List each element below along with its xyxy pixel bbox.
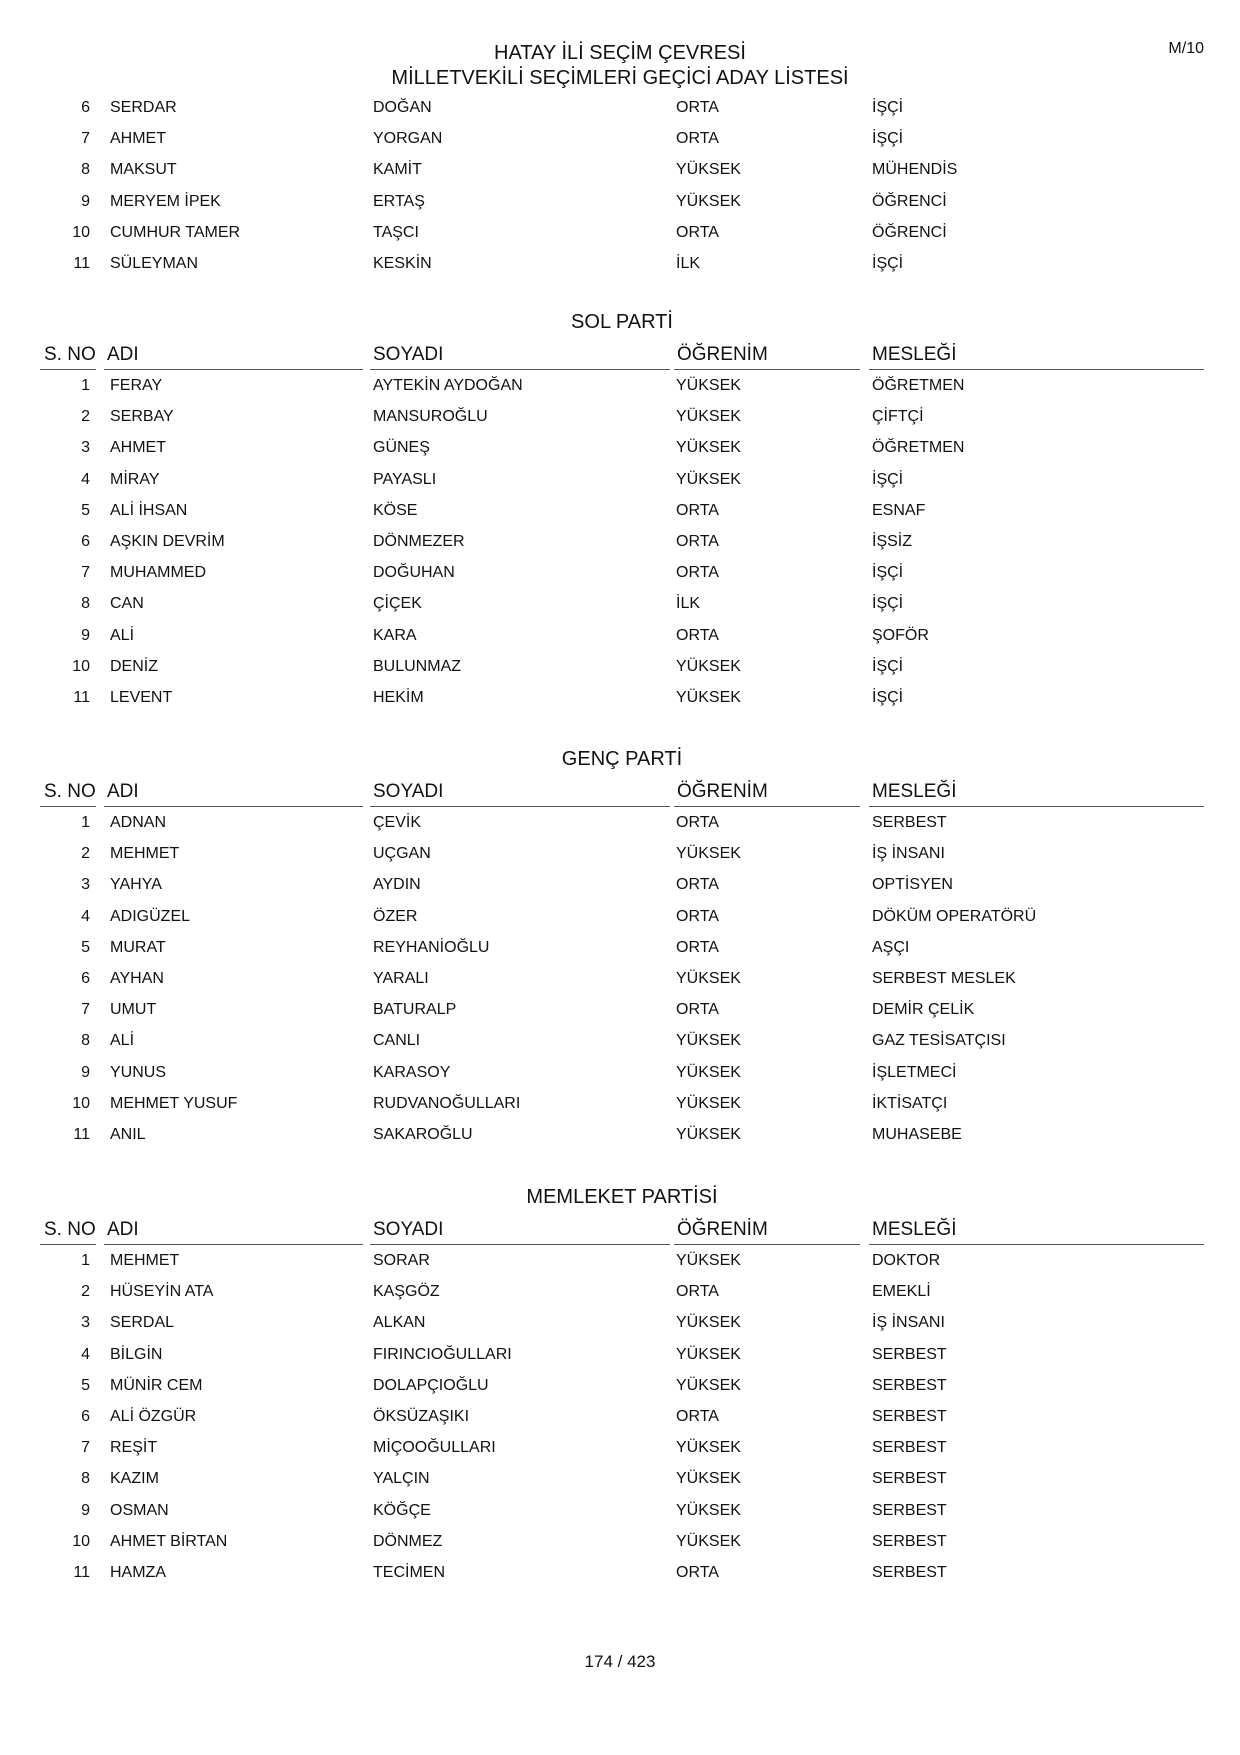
candidate-surname: YARALI xyxy=(373,969,429,987)
candidate-profession: İŞÇİ xyxy=(872,470,904,488)
row-number: 8 xyxy=(81,1470,90,1488)
candidate-profession: İŞLETMECİ xyxy=(872,1063,957,1081)
candidate-profession: MÜHENDİS xyxy=(872,161,958,179)
candidate-surname: ALKAN xyxy=(373,1314,426,1332)
row-number: 6 xyxy=(81,1407,90,1425)
candidate-name: AŞKIN DEVRİM xyxy=(110,532,225,550)
candidate-name: MEHMET xyxy=(110,1252,180,1269)
candidate-name: AYHAN xyxy=(110,969,164,987)
row-number: 10 xyxy=(72,657,90,675)
candidate-surname: GÜNEŞ xyxy=(373,439,430,457)
candidate-surname: ÖZER xyxy=(373,907,418,925)
row-number: 4 xyxy=(81,907,90,925)
candidate-surname: MANSUROĞLU xyxy=(373,408,488,426)
table-row xyxy=(40,1401,1204,1432)
candidate-surname: DÖNMEZ xyxy=(373,1532,443,1550)
candidate-education: ORTA xyxy=(676,564,719,582)
table-row xyxy=(40,1463,1204,1494)
candidate-name: ALİ xyxy=(110,626,135,644)
column-header-surname: SOYADI xyxy=(370,781,670,807)
candidate-profession: İŞÇİ xyxy=(872,254,904,272)
candidate-education: YÜKSEK xyxy=(676,1252,741,1269)
row-number: 10 xyxy=(72,1094,90,1112)
continued-table xyxy=(40,92,1204,279)
candidate-education: YÜKSEK xyxy=(676,1532,741,1550)
table-row xyxy=(40,620,1204,651)
candidate-name: CUMHUR TAMER xyxy=(110,223,241,241)
candidate-name: SERBAY xyxy=(110,408,174,426)
candidate-education: YÜKSEK xyxy=(676,192,741,210)
candidate-education: İLK xyxy=(676,595,701,613)
candidate-surname: KÖSE xyxy=(373,501,418,519)
form-code: M/10 xyxy=(1168,40,1204,57)
table-row xyxy=(40,123,1204,154)
candidate-education: ORTA xyxy=(676,1283,719,1301)
candidate-profession: DEMİR ÇELİK xyxy=(872,1001,975,1019)
table-row xyxy=(40,248,1204,279)
candidate-name: LEVENT xyxy=(110,688,173,706)
table-row xyxy=(40,217,1204,248)
candidate-name: ALİ ÖZGÜR xyxy=(110,1407,197,1425)
row-number: 9 xyxy=(81,192,90,210)
row-number: 2 xyxy=(81,408,90,426)
column-header-surname: SOYADI xyxy=(370,1219,670,1245)
candidate-surname: ÇİÇEK xyxy=(373,595,422,613)
table-row xyxy=(40,932,1204,963)
candidate-name: AHMET BİRTAN xyxy=(110,1532,228,1550)
candidate-name: ALİ İHSAN xyxy=(110,501,188,519)
table-row xyxy=(40,963,1204,994)
candidate-surname: BATURALP xyxy=(373,1001,457,1019)
candidate-profession: İŞÇİ xyxy=(872,99,904,116)
table-row xyxy=(40,154,1204,185)
row-number: 3 xyxy=(81,876,90,894)
candidate-profession: İŞÇİ xyxy=(872,595,904,613)
table-row xyxy=(40,1057,1204,1088)
row-number: 8 xyxy=(81,595,90,613)
row-number: 8 xyxy=(81,1032,90,1050)
candidate-education: YÜKSEK xyxy=(676,969,741,987)
row-number: 11 xyxy=(73,688,90,706)
candidate-profession: SERBEST xyxy=(872,1501,947,1519)
candidate-surname: PAYASLI xyxy=(373,470,437,488)
table-row xyxy=(40,432,1204,463)
candidate-education: İLK xyxy=(676,254,701,272)
candidate-profession: SERBEST xyxy=(872,1470,947,1488)
party-section xyxy=(40,304,1204,713)
candidate-profession: İŞ İNSANI xyxy=(872,845,945,863)
candidate-surname: REYHANİOĞLU xyxy=(373,938,490,956)
candidate-education: YÜKSEK xyxy=(676,439,741,457)
row-number: 10 xyxy=(72,223,90,241)
column-header-no: S. NO xyxy=(40,1219,96,1245)
candidate-name: HAMZA xyxy=(110,1563,166,1581)
candidate-profession: SERBEST xyxy=(872,1532,947,1550)
candidate-surname: YORGAN xyxy=(373,130,443,148)
candidate-name: MERYEM İPEK xyxy=(110,192,221,210)
row-number: 2 xyxy=(81,1283,90,1301)
candidate-profession: SERBEST MESLEK xyxy=(872,969,1016,987)
candidate-education: YÜKSEK xyxy=(676,1094,741,1112)
row-number: 9 xyxy=(81,626,90,644)
document-title: HATAY İLİ SEÇİM ÇEVRESİ xyxy=(494,42,746,64)
candidate-name: ADIGÜZEL xyxy=(110,907,191,925)
column-header-name: ADI xyxy=(104,781,363,807)
candidate-education: ORTA xyxy=(676,99,719,116)
row-number: 1 xyxy=(81,1252,90,1269)
candidate-name: YAHYA xyxy=(110,876,162,894)
candidate-education: ORTA xyxy=(676,814,719,831)
candidate-surname: TAŞCI xyxy=(373,223,419,241)
candidate-education: ORTA xyxy=(676,1407,719,1425)
candidate-profession: İŞÇİ xyxy=(872,657,904,675)
candidate-name: ADNAN xyxy=(110,814,167,831)
table-row xyxy=(40,464,1204,495)
candidate-surname: KAŞGÖZ xyxy=(373,1283,440,1301)
candidate-name: SERDAL xyxy=(110,1314,175,1332)
row-number: 6 xyxy=(81,532,90,550)
row-number: 6 xyxy=(81,969,90,987)
candidate-surname: SORAR xyxy=(373,1252,430,1269)
table-header xyxy=(40,777,1204,807)
candidate-education: YÜKSEK xyxy=(676,377,741,394)
candidate-education: YÜKSEK xyxy=(676,1314,741,1332)
candidate-name: REŞİT xyxy=(110,1439,158,1457)
column-header-profession: MESLEĞİ xyxy=(869,1219,1204,1245)
candidate-profession: SERBEST xyxy=(872,814,947,831)
row-number: 10 xyxy=(72,1532,90,1550)
candidate-profession: ÇİFTÇİ xyxy=(872,408,924,426)
candidate-profession: EMEKLİ xyxy=(872,1283,931,1301)
party-section xyxy=(40,1179,1204,1588)
column-header-no: S. NO xyxy=(40,781,96,807)
candidate-education: YÜKSEK xyxy=(676,408,741,426)
column-header-profession: MESLEĞİ xyxy=(869,344,1204,370)
column-header-no: S. NO xyxy=(40,344,96,370)
candidate-education: ORTA xyxy=(676,1001,719,1019)
candidate-name: HÜSEYİN ATA xyxy=(110,1283,214,1301)
candidate-education: YÜKSEK xyxy=(676,161,741,179)
table-row xyxy=(40,1526,1204,1557)
candidate-education: YÜKSEK xyxy=(676,1470,741,1488)
candidate-name: KAZIM xyxy=(110,1470,159,1488)
table-row xyxy=(40,495,1204,526)
candidate-profession: İŞÇİ xyxy=(872,688,904,706)
table-row xyxy=(40,370,1204,401)
table-row xyxy=(40,651,1204,682)
candidate-name: YUNUS xyxy=(110,1063,167,1081)
table-row xyxy=(40,869,1204,900)
table-row xyxy=(40,1495,1204,1526)
table-header xyxy=(40,1215,1204,1245)
candidate-name: MİRAY xyxy=(110,470,160,488)
row-number: 1 xyxy=(81,377,90,394)
row-number: 7 xyxy=(81,564,90,582)
row-number: 7 xyxy=(81,1439,90,1457)
table-row xyxy=(40,1370,1204,1401)
candidate-name: MAKSUT xyxy=(110,161,177,179)
candidate-profession: ÖĞRENCİ xyxy=(872,223,947,241)
column-header-name: ADI xyxy=(104,1219,363,1245)
table-row xyxy=(40,557,1204,588)
candidate-profession: ÖĞRENCİ xyxy=(872,192,947,210)
row-number: 11 xyxy=(73,1563,90,1581)
candidate-profession: DÖKÜM OPERATÖRÜ xyxy=(872,907,1037,925)
candidate-name: UMUT xyxy=(110,1001,157,1019)
row-number: 7 xyxy=(81,1001,90,1019)
candidate-surname: FIRINCIOĞULLARI xyxy=(373,1345,512,1363)
party-title: MEMLEKET PARTİSİ xyxy=(526,1186,718,1208)
candidate-profession: İKTİSATÇI xyxy=(872,1094,948,1112)
candidate-education: YÜKSEK xyxy=(676,1439,741,1457)
candidate-education: ORTA xyxy=(676,907,719,925)
candidate-surname: AYDIN xyxy=(373,876,421,894)
candidate-name: MUHAMMED xyxy=(110,564,206,582)
candidate-profession: SERBEST xyxy=(872,1563,947,1581)
candidate-education: YÜKSEK xyxy=(676,1063,741,1081)
document-subtitle: MİLLETVEKİLİ SEÇİMLERİ GEÇİCİ ADAY LİSTESİ xyxy=(391,67,849,89)
candidate-surname: KARA xyxy=(373,626,417,644)
candidate-surname: KESKİN xyxy=(373,254,432,272)
table-row xyxy=(40,838,1204,869)
candidate-name: MÜNİR CEM xyxy=(110,1376,203,1394)
candidate-profession: GAZ TESİSATÇISI xyxy=(872,1032,1006,1050)
row-number: 11 xyxy=(73,254,90,272)
row-number: 9 xyxy=(81,1063,90,1081)
candidate-surname: ERTAŞ xyxy=(373,192,425,210)
table-row xyxy=(40,1276,1204,1307)
candidate-name: AHMET xyxy=(110,130,166,148)
candidate-surname: HEKİM xyxy=(373,688,424,706)
candidate-name: MURAT xyxy=(110,938,166,956)
candidate-name: ALİ xyxy=(110,1032,135,1050)
candidate-education: YÜKSEK xyxy=(676,470,741,488)
candidate-surname: KAMİT xyxy=(373,161,422,179)
table-row xyxy=(40,92,1204,123)
table-row xyxy=(40,1088,1204,1119)
candidate-name: FERAY xyxy=(110,377,163,394)
candidate-profession: OPTİSYEN xyxy=(872,876,953,894)
table-row xyxy=(40,807,1204,838)
candidate-name: BİLGİN xyxy=(110,1345,163,1363)
candidate-surname: TECİMEN xyxy=(373,1563,445,1581)
candidate-education: YÜKSEK xyxy=(676,1376,741,1394)
table-row xyxy=(40,682,1204,713)
candidate-education: ORTA xyxy=(676,223,719,241)
candidate-surname: RUDVANOĞULLARI xyxy=(373,1094,521,1112)
row-number: 4 xyxy=(81,470,90,488)
candidate-name: ANIL xyxy=(110,1125,146,1143)
candidate-education: YÜKSEK xyxy=(676,1032,741,1050)
candidate-name: CAN xyxy=(110,595,144,613)
candidate-profession: İŞSİZ xyxy=(872,532,913,550)
table-row xyxy=(40,1432,1204,1463)
candidate-education: YÜKSEK xyxy=(676,1345,741,1363)
party-section xyxy=(40,741,1204,1150)
candidate-education: ORTA xyxy=(676,532,719,550)
candidate-surname: CANLI xyxy=(373,1032,421,1050)
table-row xyxy=(40,1245,1204,1276)
row-number: 7 xyxy=(81,130,90,148)
table-row xyxy=(40,994,1204,1025)
candidate-surname: SAKAROĞLU xyxy=(373,1125,473,1143)
candidate-surname: UÇGAN xyxy=(373,845,431,863)
table-row xyxy=(40,1119,1204,1150)
table-row xyxy=(40,901,1204,932)
candidate-name: MEHMET YUSUF xyxy=(110,1094,238,1112)
table-row xyxy=(40,401,1204,432)
row-number: 5 xyxy=(81,938,90,956)
row-number: 8 xyxy=(81,161,90,179)
candidate-surname: YALÇIN xyxy=(373,1470,430,1488)
table-row xyxy=(40,1025,1204,1056)
candidate-education: ORTA xyxy=(676,130,719,148)
candidate-profession: SERBEST xyxy=(872,1439,947,1457)
candidate-profession: MUHASEBE xyxy=(872,1125,962,1143)
row-number: 2 xyxy=(81,845,90,863)
column-header-surname: SOYADI xyxy=(370,344,670,370)
table-row xyxy=(40,526,1204,557)
candidate-education: ORTA xyxy=(676,626,719,644)
candidate-profession: AŞÇI xyxy=(872,938,910,956)
party-title: SOL PARTİ xyxy=(571,311,673,333)
table-row xyxy=(40,1557,1204,1588)
candidate-surname: AYTEKİN AYDOĞAN xyxy=(373,377,523,394)
candidate-surname: DOLAPÇIOĞLU xyxy=(373,1376,489,1394)
candidate-surname: DOĞUHAN xyxy=(373,564,455,582)
table-row xyxy=(40,186,1204,217)
candidate-education: ORTA xyxy=(676,501,719,519)
candidate-education: ORTA xyxy=(676,938,719,956)
candidate-surname: ÖKSÜZAŞIKI xyxy=(373,1407,470,1425)
candidate-surname: KARASOY xyxy=(373,1063,451,1081)
column-header-education: ÖĞRENİM xyxy=(674,1219,860,1245)
candidate-name: SÜLEYMAN xyxy=(110,254,199,272)
page-number: 174 / 423 xyxy=(584,1652,656,1671)
candidate-name: MEHMET xyxy=(110,845,180,863)
row-number: 3 xyxy=(81,439,90,457)
candidate-surname: KÖĞÇE xyxy=(373,1501,431,1519)
column-header-education: ÖĞRENİM xyxy=(674,344,860,370)
candidate-surname: BULUNMAZ xyxy=(373,657,462,675)
candidate-education: YÜKSEK xyxy=(676,1125,741,1143)
candidate-surname: DÖNMEZER xyxy=(373,532,465,550)
candidate-name: AHMET xyxy=(110,439,166,457)
party-title: GENÇ PARTİ xyxy=(561,748,683,770)
candidate-education: YÜKSEK xyxy=(676,688,741,706)
table-row xyxy=(40,1339,1204,1370)
candidate-name: SERDAR xyxy=(110,99,177,116)
candidate-profession: ŞOFÖR xyxy=(872,626,929,644)
row-number: 1 xyxy=(81,814,90,831)
candidate-education: YÜKSEK xyxy=(676,845,741,863)
row-number: 5 xyxy=(81,501,90,519)
candidate-surname: DOĞAN xyxy=(373,99,432,116)
column-header-name: ADI xyxy=(104,344,363,370)
row-number: 9 xyxy=(81,1501,90,1519)
candidate-surname: ÇEVİK xyxy=(373,814,422,831)
candidate-profession: ÖĞRETMEN xyxy=(872,439,965,457)
candidate-profession: SERBEST xyxy=(872,1407,947,1425)
table-header xyxy=(40,340,1204,370)
candidate-profession: SERBEST xyxy=(872,1345,947,1363)
candidate-name: OSMAN xyxy=(110,1501,169,1519)
table-row xyxy=(40,1307,1204,1338)
candidate-education: ORTA xyxy=(676,876,719,894)
candidate-education: ORTA xyxy=(676,1563,719,1581)
candidate-profession: İŞÇİ xyxy=(872,130,904,148)
row-number: 6 xyxy=(81,99,90,116)
candidate-profession: ESNAF xyxy=(872,501,926,519)
row-number: 4 xyxy=(81,1345,90,1363)
table-row xyxy=(40,588,1204,619)
candidate-profession: DOKTOR xyxy=(872,1252,941,1269)
row-number: 11 xyxy=(73,1125,90,1143)
candidate-profession: ÖĞRETMEN xyxy=(872,377,965,394)
candidate-surname: MİÇOOĞULLARI xyxy=(373,1439,496,1457)
row-number: 3 xyxy=(81,1314,90,1332)
candidate-education: YÜKSEK xyxy=(676,657,741,675)
column-header-education: ÖĞRENİM xyxy=(674,781,860,807)
candidate-profession: İŞÇİ xyxy=(872,564,904,582)
candidate-education: YÜKSEK xyxy=(676,1501,741,1519)
column-header-profession: MESLEĞİ xyxy=(869,781,1204,807)
candidate-name: DENİZ xyxy=(110,657,158,675)
candidate-profession: SERBEST xyxy=(872,1376,947,1394)
candidate-profession: İŞ İNSANI xyxy=(872,1314,945,1332)
row-number: 5 xyxy=(81,1376,90,1394)
